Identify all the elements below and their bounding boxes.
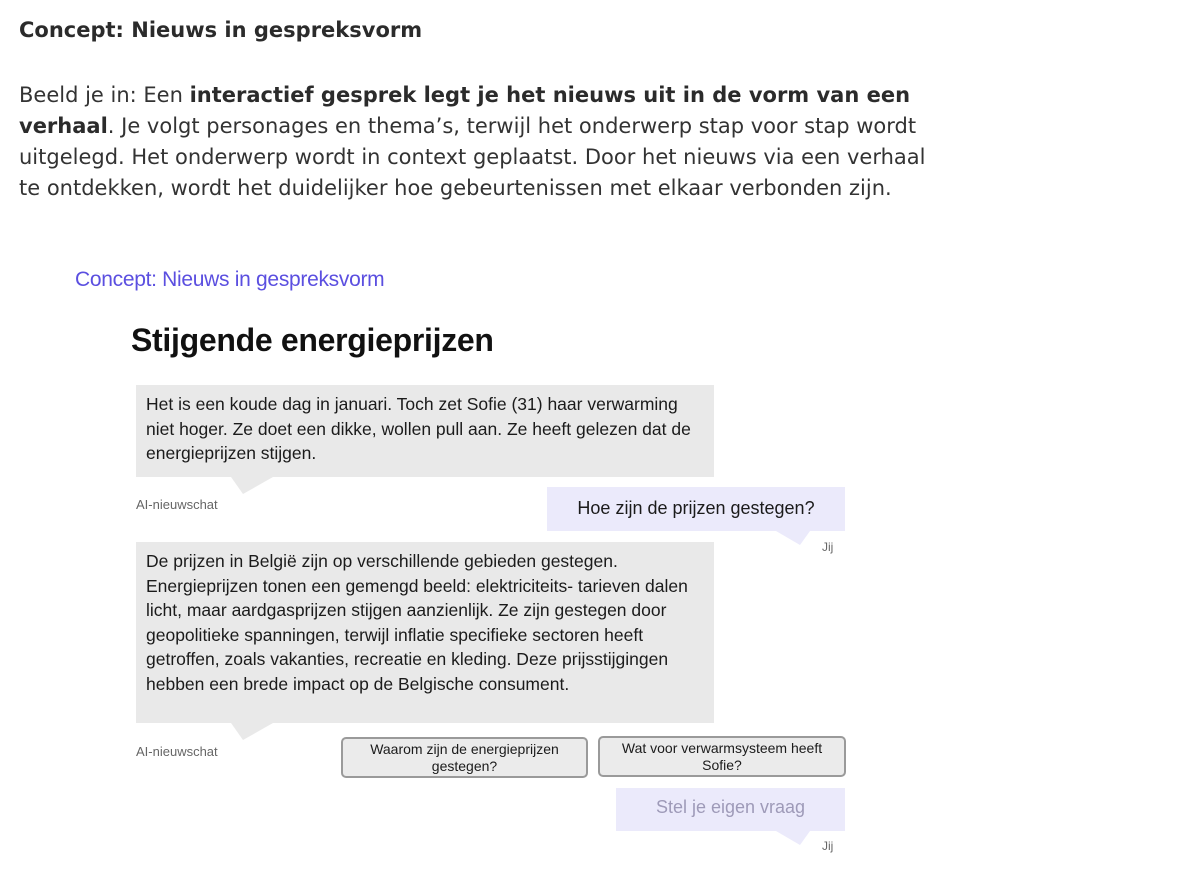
intro-text-bold: interactief gesprek legt je het nieuws uit in de vorm van een verhaal xyxy=(19,83,911,138)
bot-message-bubble: Het is een koude dag in januari. Toch zet Sofie (31) haar verwarming niet hoger. Ze doet een dikke, wollen pull aan. Ze heeft gelezen dat de energieprijzen stijgen. xyxy=(136,385,714,477)
bot-bubble-tail xyxy=(231,477,273,494)
user-message-bubble: Hoe zijn de prijzen gestegen? xyxy=(547,487,845,531)
intro-paragraph xyxy=(19,80,929,204)
own-question-input[interactable]: Stel je eigen vraag xyxy=(616,788,845,831)
intro-text-start: Beeld je in: Een xyxy=(19,83,190,107)
user-name-label: Jij xyxy=(822,540,834,554)
bot-bubble-tail xyxy=(231,723,273,740)
user-bubble-tail xyxy=(776,831,810,845)
suggestion-button-heating-system[interactable]: Wat voor verwarmsysteem heeft Sofie? xyxy=(598,736,846,777)
concept-label: Concept: Nieuws in gespreksvorm xyxy=(75,268,385,291)
user-bubble-tail xyxy=(776,531,810,545)
bot-name-label: AI-nieuwschat xyxy=(136,744,218,759)
intro-text-end: . Je volgt personages en thema’s, terwijl het onderwerp stap voor stap wordt uitgelegd. Het onderwerp wordt in context geplaatst. Door het nieuws via een verhaal te ontdekken, wordt het duidelijker hoe gebeurtenissen met elkaar verbonden zijn. xyxy=(19,114,926,200)
suggestion-button-why-prices[interactable]: Waarom zijn de energieprijzen gestegen? xyxy=(341,737,588,778)
user-name-label: Jij xyxy=(822,839,834,853)
bot-name-label: AI-nieuwschat xyxy=(136,497,218,512)
bot-answer-bubble: De prijzen in België zijn op verschillende gebieden gestegen. Energieprijzen tonen een gemengd beeld: elektriciteits- tarieven dalen licht, maar aardgasprijzen stijgen aanzienlijk. Ze zijn gestegen door geopolitieke spanningen, terwijl inflatie specifieke sectoren heeft getroffen, zoals vakanties, recreatie en kleding. Deze prijsstijgingen hebben een brede impact op de Belgische consument. xyxy=(136,542,714,723)
article-title: Stijgende energieprijzen xyxy=(131,322,494,358)
page-heading: Concept: Nieuws in gespreksvorm xyxy=(19,18,423,42)
